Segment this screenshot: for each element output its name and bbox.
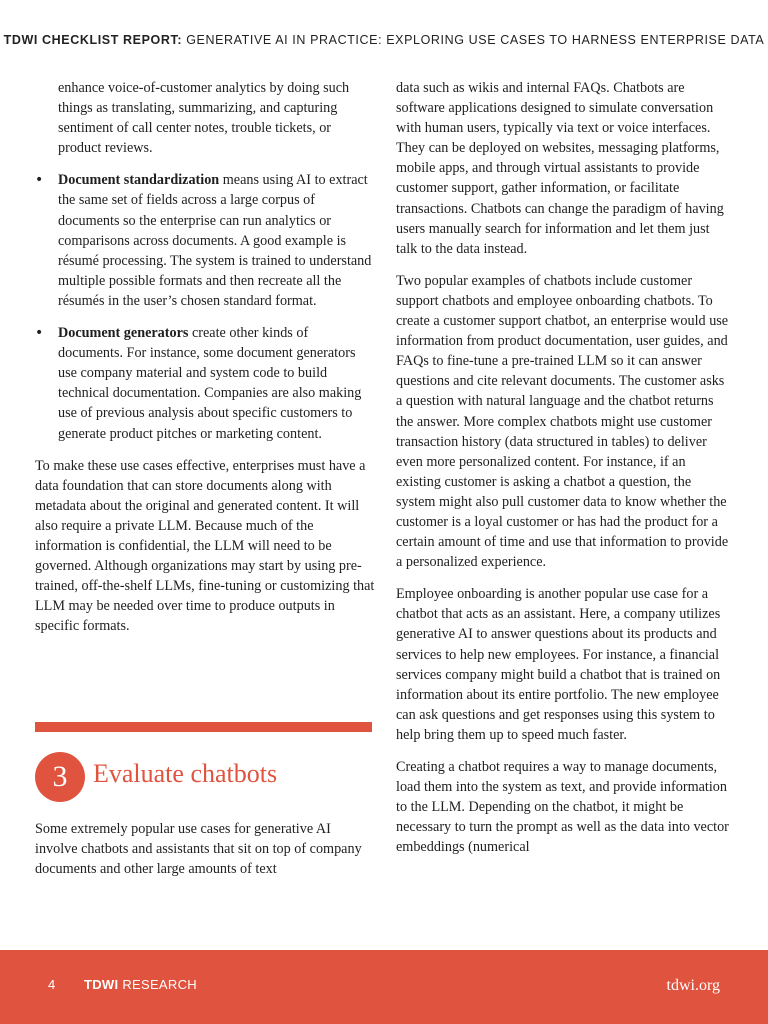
section-intro: Some extremely popular use cases for generative AI involve chatbots and assistants that sit on top of company documents and other large amounts of text bbox=[35, 821, 362, 878]
bullet-text: create other kinds of documents. For instance, some document generators use company material and system code to build technical documentation. Companies are also making use of previous analysis about specific customers to generate product pitches or marketing content. bbox=[58, 325, 362, 442]
report-title: GENERATIVE AI IN PRACTICE: EXPLORING USE CASES TO HARNESS ENTERPRISE DATA bbox=[186, 33, 765, 47]
report-series: TDWI CHECKLIST REPORT: bbox=[3, 33, 183, 47]
brand-logo bbox=[84, 977, 197, 992]
body-paragraph: To make these use cases effective, enterprises must have a data foundation that can store documents along with metadata about the original and generated content. It will also require a private LLM. Because much of the information is confidential, the LLM will need to be governed. Although organizations may start by using pre-trained, off-the-shelf LLMs, fine-tuning or customizing that LLM may be needed over time to produce outputs in specific formats. bbox=[35, 457, 375, 635]
bullet-document-generators bbox=[35, 323, 375, 444]
page-footer bbox=[0, 950, 768, 1024]
body-paragraph: Employee onboarding is another popular use case for a chatbot that acts as an assistant. Here, a company utilizes generative AI to answer questions about its products and services to help new employees. For instance, a financial services company might build a chatbot that is trained on information about its entire portfolio. The new employee can ask questions and get responses using this system to help bring them up to speed much faster. bbox=[396, 586, 721, 743]
body-paragraph: Creating a chatbot requires a way to manage documents, load them into the system as text, and provide information to the LLM. Depending on the chatbot, it might be necessary to turn the prompt as well as the data into vector embeddings (numerical bbox=[396, 759, 729, 856]
brand-rest: RESEARCH bbox=[118, 977, 197, 992]
bullet-term: Document generators bbox=[58, 325, 189, 342]
section-divider bbox=[35, 722, 372, 732]
bullet-text: means using AI to extract the same set of fields across a large corpus of documents so the enterprise can run analytics or comparisons across documents. A good example is résumé processing. The system is trained to understand multiple possible formats and then recreate all the résumés in the user’s chosen standard format. bbox=[58, 172, 372, 309]
right-column bbox=[396, 78, 734, 869]
bullet-document-standardization bbox=[35, 170, 375, 311]
report-header bbox=[0, 33, 768, 47]
brand-bold: TDWI bbox=[84, 977, 119, 992]
bullet-term: Document standardization bbox=[58, 172, 220, 189]
section-heading: Evaluate chatbots bbox=[93, 759, 278, 788]
left-column bbox=[35, 78, 375, 648]
website-link[interactable]: tdwi.org bbox=[666, 977, 720, 994]
continued-bullet-text: enhance voice-of-customer analytics by doing such things as translating, summarizing, and capturing sentiment of call center notes, trouble tickets, or product reviews. bbox=[58, 80, 350, 157]
section-number-badge: 3 bbox=[35, 752, 85, 802]
body-paragraph: data such as wikis and internal FAQs. Chatbots are software applications designed to simulate conversation with human users, typically via text or voice interfaces. They can be deployed on websites, messaging platforms, mobile apps, and through virtual assistants to provide customer support, gather information, or facilitate transactions. Chatbots can change the paradigm of having users manually search for information and let them just talk to the data instead. bbox=[396, 80, 724, 257]
page-number: 4 bbox=[48, 977, 56, 992]
body-paragraph: Two popular examples of chatbots include customer support chatbots and employee onboarding chatbots. To create a customer support chatbot, an enterprise would use information from product documentation, user guides, and FAQs to fine-tune a pre-trained LLM so it can answer questions and cite relevant documents. The customer asks a question with natural language and the chatbot returns the answer. More complex chatbots might use customer transaction history (data structured in tables) to deliver even more personalized content. For instance, if an existing customer is asking a chatbot a question, the system might also pull customer data to know whether the customer is a loyal customer or has had the product for a certain amount of time and use that information to provide a personalized experience. bbox=[396, 272, 729, 571]
